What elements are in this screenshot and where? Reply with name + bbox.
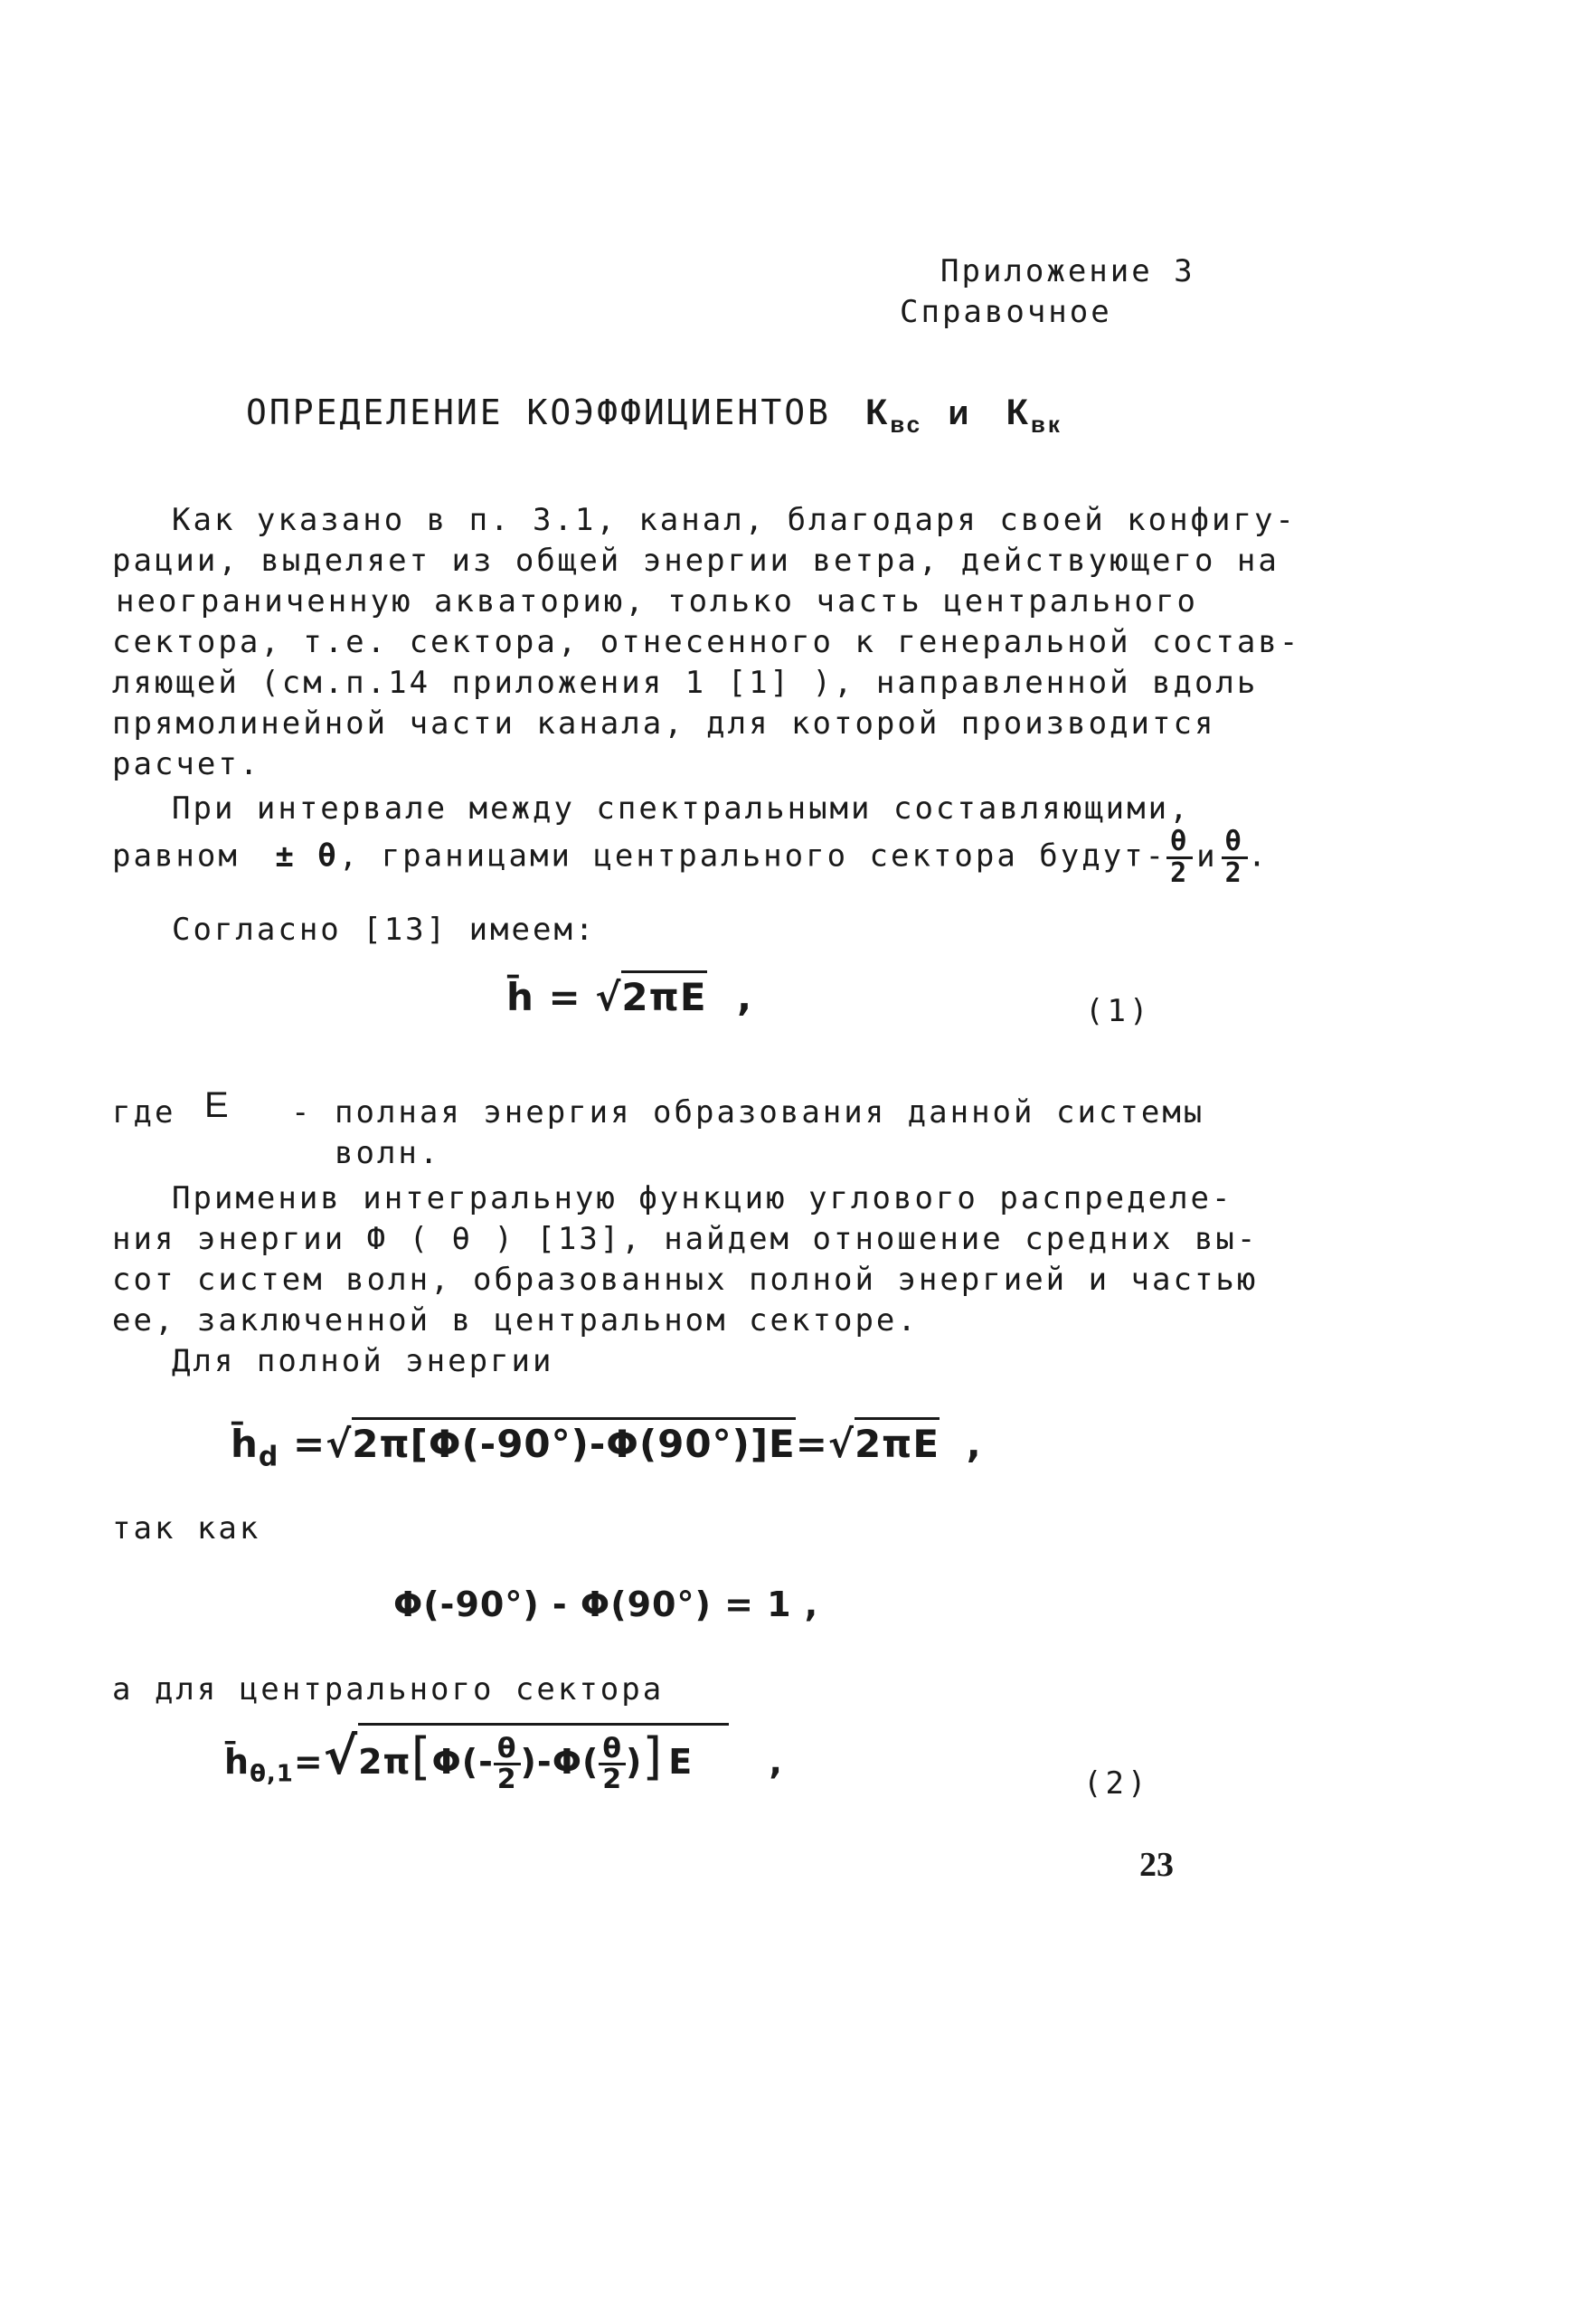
eq2-bracket-right: ]: [642, 1727, 664, 1786]
eq2-frac-2: [599, 1732, 626, 1795]
eq2-frac-2-den: 2: [602, 1764, 623, 1795]
para4-line-1: Применив интегральную функцию углового распределе-: [172, 1180, 1233, 1216]
equation-1-number: (1): [1085, 993, 1152, 1029]
eq2-frac-1: [494, 1732, 521, 1795]
eqfull-equals: =: [293, 1422, 326, 1466]
title-and: и: [948, 394, 972, 432]
title-k2-sub: вк: [1030, 411, 1062, 438]
para1-line-4: сектора, т.е. сектора, отнесенного к генеральной состав-: [112, 624, 1301, 660]
equation-2: [224, 1723, 783, 1794]
para3: Согласно [13] имеем:: [172, 912, 597, 948]
title-k1-sub: вс: [890, 411, 923, 438]
para2-end: .: [1247, 837, 1270, 875]
para2-line-2: [112, 828, 1269, 887]
title-k1: [864, 393, 935, 438]
para2-frac-2-den: 2: [1224, 856, 1244, 889]
para2-text-b: , границами центрального сектора будут: [338, 837, 1146, 875]
eqfull-lhs: h̄: [231, 1422, 259, 1466]
eq2-energy: E: [668, 1742, 694, 1782]
eq2-phi1-post: ): [520, 1742, 537, 1782]
eq2-frac-2-num: θ: [599, 1735, 626, 1766]
para2-frac-1: [1166, 828, 1193, 887]
eq1-lhs: h̄: [506, 975, 534, 1019]
para1-line-1: Как указано в п. 3.1, канал, благодаря своей конфигу-: [172, 502, 1297, 538]
eq2-lhs: h̄: [224, 1742, 250, 1782]
eq2-equals: =: [293, 1742, 324, 1782]
eq2-phi2-post: ): [626, 1742, 643, 1782]
para2-theta: θ: [317, 837, 339, 875]
equation-2-number: (2): [1083, 1765, 1150, 1802]
equation-1: [506, 975, 752, 1019]
para2-minus: -: [1145, 837, 1167, 875]
para2-frac-1-num: θ: [1166, 828, 1193, 859]
para6: а для центрального сектора: [112, 1671, 665, 1708]
where-line-2: волн.: [335, 1135, 441, 1171]
reference-label: Справочное: [900, 294, 1112, 330]
eq2-comma: ,: [769, 1742, 783, 1782]
eq2-radical: √: [323, 1727, 359, 1786]
eq2-minus: -: [536, 1742, 552, 1782]
appendix-label: Приложение 3: [940, 253, 1195, 289]
para1-line-2: рации, выделяет из общей энергии ветра, действующего на: [112, 543, 1280, 579]
eqfull-radical: √: [326, 1422, 353, 1466]
eq2-phi2-pre: Φ(: [552, 1742, 600, 1782]
eqfull-comma: ,: [966, 1422, 982, 1466]
since-text: так как: [112, 1510, 261, 1547]
eq2-phi1-pre: Φ(-: [431, 1742, 494, 1782]
where-lead: где: [112, 1094, 176, 1131]
para1-line-7: расчет.: [112, 746, 261, 782]
title-k1-main: К: [864, 393, 891, 432]
page-number: 23: [1139, 1846, 1174, 1884]
eq2-frac-1-den: 2: [496, 1764, 517, 1795]
page-title: [246, 393, 1062, 439]
para4-line-3: сот систем волн, образованных полной энергией и частью: [112, 1262, 1259, 1298]
para4-line-4: ее, заключенной в центральном секторе.: [112, 1302, 919, 1339]
para2-frac-2: [1222, 828, 1248, 887]
eqfull-lhs-sub: d: [258, 1441, 279, 1473]
eq1-radical: √: [595, 975, 622, 1019]
para2-line-1: При интервале между спектральными составляющими,: [172, 790, 1191, 827]
eq2-lhs-sub: θ,1: [250, 1760, 294, 1788]
para2-frac-1-den: 2: [1170, 856, 1190, 889]
para2-text-a: равном: [112, 837, 240, 875]
para2-and: и: [1196, 837, 1218, 875]
eq1-radicand: 2πE: [621, 970, 706, 1019]
title-text: ОПРЕДЕЛЕНИЕ КОЭФФИЦИЕНТОВ: [246, 393, 831, 432]
eq1-comma: ,: [737, 975, 753, 1019]
eqfull-radicand-2: 2πE: [855, 1417, 940, 1466]
eq1-equals: =: [548, 975, 581, 1019]
eqfull-equals-2: =: [795, 1422, 828, 1466]
where-dash: -: [291, 1094, 313, 1131]
eqfull-radical-2: √: [827, 1422, 855, 1466]
title-k2: [1006, 393, 1062, 438]
para2-plus-minus: ±: [275, 837, 297, 875]
eqfull-radicand: 2π[Φ(-90°)-Φ(90°)]E: [352, 1417, 795, 1466]
eq2-frac-1-num: θ: [494, 1735, 521, 1766]
eq2-radicand: [358, 1723, 729, 1794]
where-symbol: E: [204, 1085, 229, 1125]
para1-line-6: прямолинейной части канала, для которой производится: [112, 705, 1216, 742]
para4-line-2: ния энергии Ф ( θ ) [13], найдем отношение средних вы-: [112, 1221, 1259, 1257]
para1-line-3: неограниченную акваторию, только часть центрального: [116, 583, 1198, 620]
where-line-1: полная энергия образования данной системы: [335, 1094, 1205, 1131]
eq2-coef: 2π: [358, 1742, 411, 1782]
para2-frac-2-num: θ: [1222, 828, 1248, 859]
para1-line-5: ляющей (см.п.14 приложения 1 [1] ), направленной вдоль: [112, 665, 1259, 701]
title-k2-main: К: [1006, 393, 1031, 432]
eq2-bracket-left: [: [411, 1727, 432, 1786]
equation-phi: Φ(-90°) - Φ(90°) = 1 ,: [393, 1585, 819, 1624]
para5: Для полной энергии: [172, 1343, 554, 1379]
equation-full-energy: [231, 1422, 982, 1472]
